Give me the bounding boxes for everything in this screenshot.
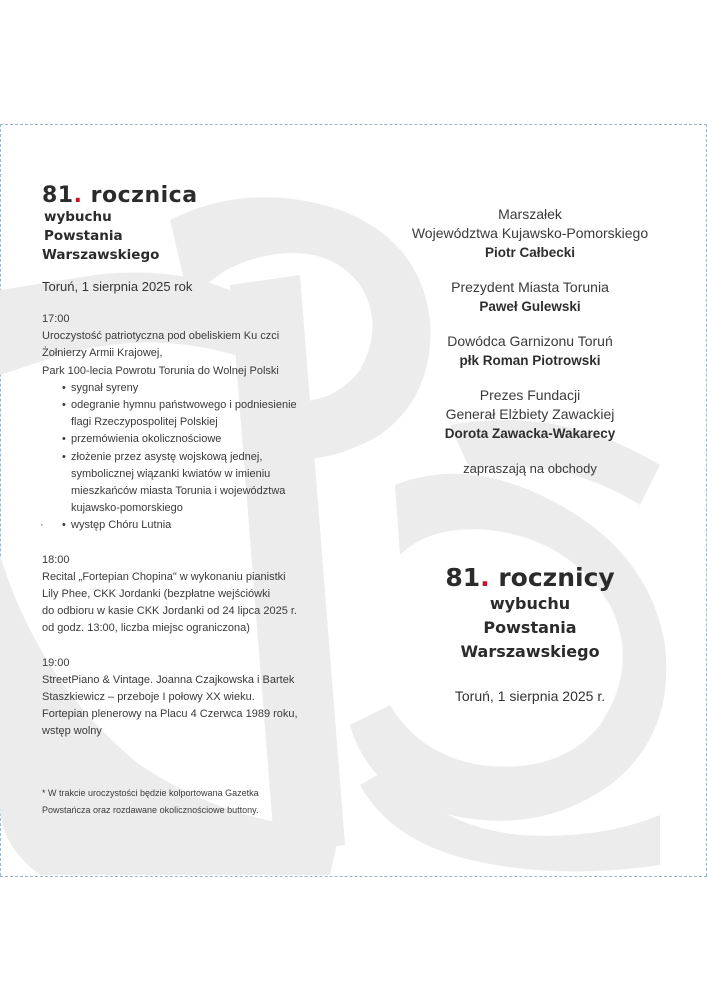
right-subtitle-3: Warszawskiego xyxy=(460,642,600,661)
invite-text: zapraszają na obchody xyxy=(463,461,597,476)
host-name: Piotr Całbecki xyxy=(484,245,576,260)
section-time: 18:00 xyxy=(42,553,70,566)
host-mayor: Prezydent Miasta Torunia Paweł Gulewski xyxy=(370,278,690,316)
section-line: Żołnierzy Armii Krajowej, xyxy=(42,347,163,360)
bottom-fold-line xyxy=(0,876,707,877)
left-title-word: rocznica xyxy=(90,183,198,208)
left-title-number: 81 xyxy=(42,183,74,208)
section-line: Uroczystość patriotyczna pod obeliskiem Ku czci xyxy=(42,330,280,343)
program-section-1700 xyxy=(42,311,322,535)
left-subtitle-1: wybuchu xyxy=(44,209,112,225)
right-subtitle-2: Powstania xyxy=(483,618,577,637)
program-section-1800 xyxy=(42,552,322,638)
bullet-item: • sygnał syreny xyxy=(62,380,322,397)
left-date: Toruń, 1 sierpnia 2025 rok xyxy=(42,279,193,294)
section-line: Recital „Fortepian Chopina" w wykonaniu pianistki xyxy=(42,570,286,583)
host-garrison-commander: Dowódca Garnizonu Toruń płk Roman Piotrowski xyxy=(370,332,690,370)
stray-mark: • · xyxy=(40,519,44,532)
section-line: do odbioru w kasie CKK Jordanki od 24 lipca 2025 r. xyxy=(42,605,297,618)
section-line: Fortepian plenerowy na Placu 4 Czerwca 1989 roku, xyxy=(42,708,298,721)
left-panel xyxy=(42,184,322,741)
bullet-item: • · występ Chóru Lutnia xyxy=(62,517,322,534)
right-title-block xyxy=(370,564,690,704)
section-line: Lily Phee, CKK Jordanki (bezpłatne wejściówki xyxy=(42,588,271,601)
right-title: 81. rocznicy xyxy=(445,563,615,592)
section-time: 17:00 xyxy=(42,313,70,325)
section-line: wstęp wolny xyxy=(42,725,102,738)
footnote: * W trakcie uroczystości będzie kolportowana Gazetka Powstańcza oraz rozdawane okolicznościowe buttony. xyxy=(42,788,259,815)
host-foundation-president: Prezes Fundacji Generał Elżbiety Zawackiej Dorota Zawacka-Wakarecy xyxy=(370,386,690,443)
left-title-accent: . xyxy=(73,183,83,208)
host-name: płk Roman Piotrowski xyxy=(459,353,601,368)
left-subtitle-2: Powstania xyxy=(44,228,123,244)
program-bullets xyxy=(42,380,322,535)
bullet-item: • przemówienia okolicznościowe xyxy=(62,431,322,448)
bullet-item: • odegranie hymnu państwowego i podniesienie flagi Rzeczypospolitej Polskiej xyxy=(62,397,322,431)
bullet-item: • złożenie przez asystę wojskową jednej, symbolicznej wiązanki kwiatów w imieniu mieszkańców miasta Torunia i województwa kujawsko-pomorskiego xyxy=(62,449,322,518)
section-line: Park 100-lecia Powrotu Torunia do Wolnej Polski xyxy=(42,364,279,377)
program-section-1900 xyxy=(42,655,322,741)
right-date: Toruń, 1 sierpnia 2025 r. xyxy=(454,688,606,704)
left-title xyxy=(42,184,322,208)
section-line: Staszkiewicz – przeboje I połowy XX wieku. xyxy=(42,691,255,704)
host-marshal: Marszałek Województwa Kujawsko-Pomorskiego Piotr Całbecki xyxy=(370,205,690,262)
section-line: od godz. 13:00, liczba miejsc ograniczona) xyxy=(42,622,250,635)
host-name: Paweł Gulewski xyxy=(479,299,581,314)
section-time: 19:00 xyxy=(42,656,70,669)
right-panel xyxy=(370,205,690,476)
host-name: Dorota Zawacka-Wakarecy xyxy=(444,426,616,441)
left-subtitle-3: Warszawskiego xyxy=(42,247,160,263)
right-subtitle-1: wybuchu xyxy=(489,594,571,613)
section-line: StreetPiano & Vintage. Joanna Czajkowska i Bartek xyxy=(42,673,295,686)
